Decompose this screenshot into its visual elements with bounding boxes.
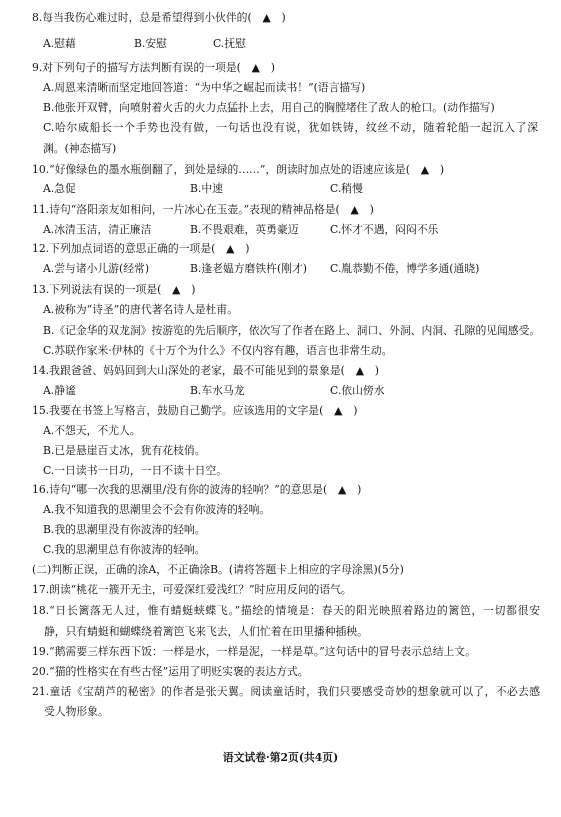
question-12-option-c: C.胤恭勤不倦，博学多通(通晓) xyxy=(330,262,480,275)
question-10-stem: 10.“好像绿色的墨水瓶倒翻了，到处是绿的……”，朗读时加点处的语速应该是( ▲ ) xyxy=(32,163,445,176)
question-11-stem: 11.诗句“洛阳亲友如相问，一片冰心在玉壶。”表现的精神品格是( ▲ ) xyxy=(32,203,374,216)
question-14-stem: 14.我跟爸爸、妈妈回到大山深处的老家，最不可能见到的景象是( ▲ ) xyxy=(32,364,380,377)
question-14-option-b: B.车水马龙 xyxy=(190,384,245,397)
question-9-option-a: A.周恩来清晰而坚定地回答道：“为中华之崛起而读书！”(语言描写) xyxy=(43,81,366,94)
page-footer: 语文试卷·第2页(共4页) xyxy=(222,751,339,764)
question-13-stem: 13.下列说法有误的一项是( ▲ ) xyxy=(32,283,196,296)
question-15-stem: 15.我要在书签上写格言，鼓励自己勤学。应该选用的文字是( ▲ ) xyxy=(32,404,358,417)
question-9-option-b: B.他张开双臂，向喷射着火舌的火力点猛扑上去，用自己的胸膛堵住了敌人的枪口。(动作描写) xyxy=(43,101,495,114)
question-15-option-c: C.一日读书一日功，一日不读十日空。 xyxy=(43,464,228,477)
question-16-stem: 16.诗句“哪一次我的思潮里/没有你的波涛的轻响？”的意思是( ▲ ) xyxy=(32,483,362,496)
question-14-option-a: A.静谧 xyxy=(43,384,76,397)
question-16-option-c: C.我的思潮里总有你波涛的轻响。 xyxy=(43,543,206,556)
question-8-option-b: B.安慰 xyxy=(134,37,167,50)
question-13-option-a: A.被称为“诗圣”的唐代著名诗人是杜甫。 xyxy=(43,303,239,316)
question-8-option-a: A.慰藉 xyxy=(43,37,76,50)
question-8-stem: 8.每当我伤心难过时，总是希望得到小伙伴的( ▲ ) xyxy=(32,11,286,24)
judgement-item-17: 17.朗读“桃花一簇开无主，可爱深红爱浅红？”时应用反问的语气。 xyxy=(32,583,352,596)
section-heading-judgement: (二)判断正误，正确的涂A，不正确涂B。(请将答题卡上相应的字母涂黑)(5分) xyxy=(32,563,404,576)
question-13-option-b: B.《记金华的双龙洞》按游览的先后顺序，依次写了作者在路上、洞口、外洞、内洞、孔隙的见闻感受。 xyxy=(43,324,541,337)
question-11-option-c: C.怀才不遇，闷闷不乐 xyxy=(330,223,439,236)
question-12-option-a: A.尝与诸小儿游(经常) xyxy=(43,262,150,275)
judgement-item-18: 18.“日长篱落无人过，惟有蜻蜓蛱蝶飞。”描绘的情境是：春天的阳光映照着路边的篱笆，一切都很安 xyxy=(32,604,540,617)
question-9-option-c: C.哈尔威船长一个手势也没有做，一句话也没有说，犹如铁铸，纹丝不动，随着轮船一起沉入了深 xyxy=(43,121,538,134)
question-14-option-c: C.依山傍水 xyxy=(330,384,385,397)
question-16-option-a: A.我不知道我的思潮里会不会有你波涛的轻响。 xyxy=(43,503,271,516)
judgement-item-21: 21.童话《宝葫芦的秘密》的作者是张天翼。阅读童话时，我们只要感受奇妙的想象就可以了，不必去感 xyxy=(32,685,540,698)
question-10-option-a: A.急促 xyxy=(43,182,76,195)
judgement-item-21-continued: 受人物形象。 xyxy=(44,705,109,718)
question-10-option-b: B.中速 xyxy=(190,182,223,195)
question-8-option-c: C.抚慰 xyxy=(213,37,246,50)
question-11-option-a: A.冰清玉洁，清正廉洁 xyxy=(43,223,152,236)
question-9-stem: 9.对下列句子的描写方法判断有误的一项是( ▲ ) xyxy=(32,61,275,74)
judgement-item-20: 20.“猫的性格实在有些古怪”运用了明贬实褒的表达方式。 xyxy=(32,665,309,678)
question-9-option-c-continued: 渊。(神态描写) xyxy=(43,142,117,155)
judgement-item-19: 19.“鹅需要三样东西下饭：一样是水，一样是泥，一样是草。”这句话中的冒号表示总结上文。 xyxy=(32,645,476,658)
question-15-option-a: A.不怨天，不尤人。 xyxy=(43,424,141,437)
question-12-stem: 12.下列加点词语的意思正确的一项是( ▲ ) xyxy=(32,242,250,255)
question-15-option-b: B.已是悬崖百丈冰，犹有花枝俏。 xyxy=(43,444,206,457)
question-12-option-b: B.逢老媪方磨铁杵(刚才) xyxy=(190,262,307,275)
question-11-option-b: B.不畏艰难，英勇豪迈 xyxy=(190,223,299,236)
question-16-option-b: B.我的思潮里没有你波涛的轻响。 xyxy=(43,523,206,536)
judgement-item-18-continued: 静，只有蜻蜓和蝴蝶绕着篱笆飞来飞去，人们忙着在田里播种插秧。 xyxy=(44,625,368,638)
question-13-option-c: C.苏联作家米·伊林的《十万个为什么》不仅内容有趣，语言也非常生动。 xyxy=(43,344,393,357)
question-10-option-c: C.稍慢 xyxy=(330,182,363,195)
